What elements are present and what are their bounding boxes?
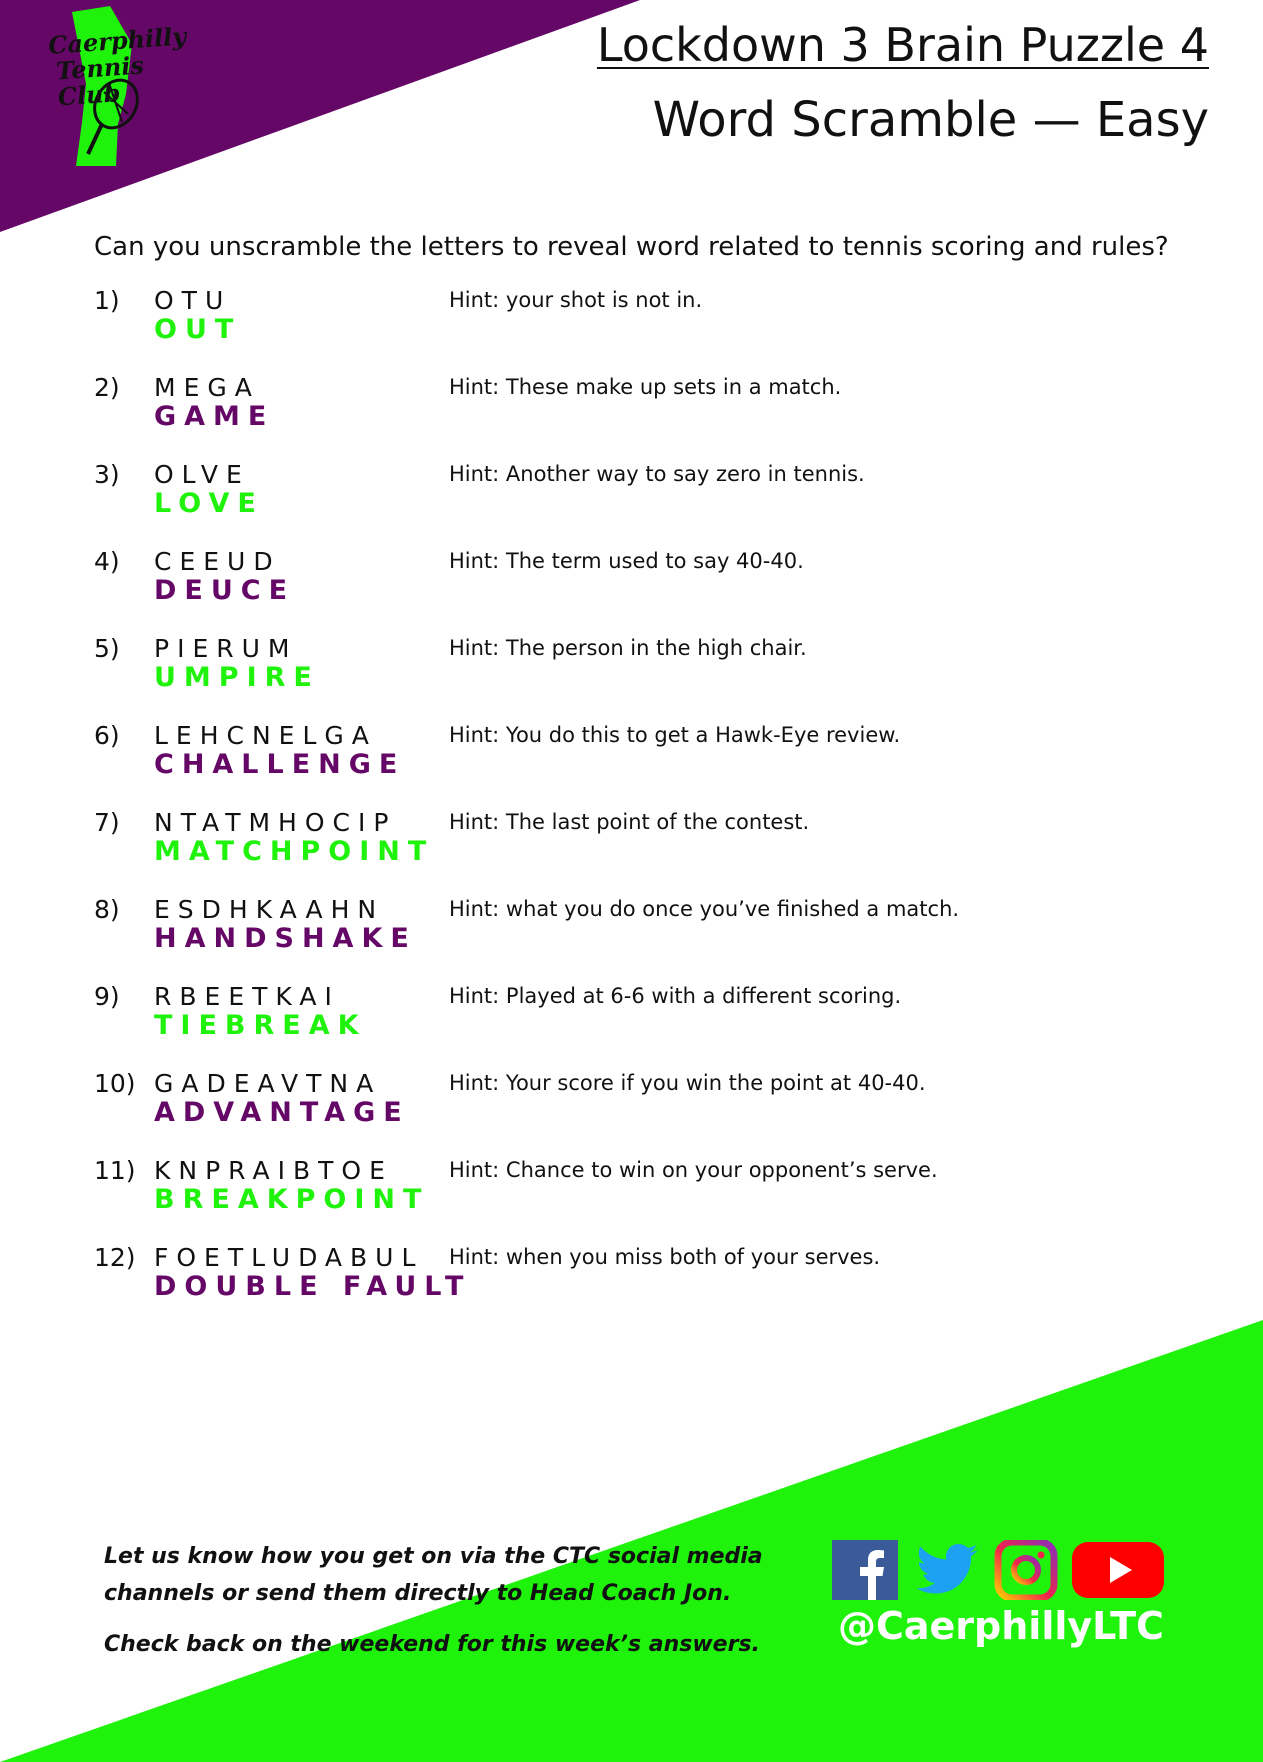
puzzle-item [94,286,1194,373]
answer-word: DEUCE [154,575,296,606]
scrambled-word: NTATMHOCIP [154,808,397,837]
scrambled-word: ESDHKAAHN [154,895,385,924]
answer-word: CHALLENGE [154,749,406,780]
answer-word: MATCHPOINT [154,836,435,867]
scrambled-word: PIERUM [154,634,298,663]
answer-word: OUT [154,314,242,345]
item-number: 3) [94,460,120,489]
answer-word: BREAKPOINT [154,1184,430,1215]
puzzle-item [94,721,1194,808]
item-number: 6) [94,721,120,750]
instagram-icon[interactable] [992,1540,1058,1600]
item-number: 8) [94,895,120,924]
puzzle-item [94,460,1194,547]
answer-word: HANDSHAKE [154,923,417,954]
logo-line-2: Tennis Club [55,50,145,112]
hint-text: Hint: The person in the high chair. [449,636,807,660]
hint-text: Hint: Your score if you win the point at 40-40. [449,1071,926,1095]
footer-line-3: Check back on the weekend for this week’s answers. [104,1632,760,1657]
puzzle-item [94,1243,1194,1330]
puzzle-item [94,1069,1194,1156]
item-number: 2) [94,373,120,402]
puzzle-item [94,808,1194,895]
hint-text: Hint: your shot is not in. [449,288,703,312]
hint-text: Hint: what you do once you’ve finished a match. [449,897,960,921]
item-number: 12) [94,1243,136,1272]
twitter-icon[interactable] [914,1540,980,1600]
answer-word: LOVE [154,488,264,519]
puzzle-item [94,634,1194,721]
social-handle: @CaerphillyLTC [838,1604,1164,1648]
scrambled-word: RBEETKAI [154,982,340,1011]
facebook-icon[interactable] [832,1540,898,1600]
puzzle-list [94,286,1194,1330]
social-icons [832,1540,1162,1604]
page-title: Lockdown 3 Brain Puzzle 4 [596,18,1209,72]
scrambled-word: OTU [154,286,232,315]
hint-text: Hint: Chance to win on your opponent’s serve. [449,1158,938,1182]
hint-text: Hint: Played at 6-6 with a different scoring. [449,984,902,1008]
answer-word: ADVANTAGE [154,1097,410,1128]
item-number: 1) [94,286,120,315]
hint-text: Hint: These make up sets in a match. [449,375,842,399]
hint-text: Hint: when you miss both of your serves. [449,1245,881,1269]
answer-word: DOUBLE FAULT [154,1271,472,1302]
page-subtitle: Word Scramble — Easy [652,92,1209,148]
scrambled-word: KNPRAIBTOE [154,1156,393,1185]
puzzle-item [94,982,1194,1069]
footer-line-2: channels or send them directly to Head Coach Jon. [104,1581,732,1606]
instructions: Can you unscramble the letters to reveal word related to tennis scoring and rules? [94,232,1169,262]
puzzle-item [94,1156,1194,1243]
footer-line-1: Let us know how you get on via the CTC social media [104,1544,763,1569]
scrambled-word: LEHCNELGA [154,721,377,750]
answer-word: GAME [154,401,275,432]
item-number: 10) [94,1069,136,1098]
scrambled-word: FOETLUDABUL [154,1243,424,1272]
puzzle-item [94,895,1194,982]
scrambled-word: MEGA [154,373,260,402]
youtube-icon[interactable] [1070,1540,1166,1600]
scrambled-word: GADEAVTNA [154,1069,382,1098]
answer-word: TIEBREAK [154,1010,367,1041]
item-number: 4) [94,547,120,576]
hint-text: Hint: Another way to say zero in tennis. [449,462,865,486]
item-number: 7) [94,808,120,837]
item-number: 11) [94,1156,136,1185]
scrambled-word: CEEUD [154,547,281,576]
item-number: 5) [94,634,120,663]
hint-text: Hint: The last point of the contest. [449,810,810,834]
puzzle-item [94,373,1194,460]
item-number: 9) [94,982,120,1011]
footer-message [104,1538,763,1663]
club-logo-text [47,23,192,111]
logo-line-1: Caerphilly [47,21,188,60]
hint-text: Hint: The term used to say 40-40. [449,549,804,573]
answer-word: UMPIRE [154,662,320,693]
hint-text: Hint: You do this to get a Hawk-Eye review. [449,723,901,747]
puzzle-item [94,547,1194,634]
scrambled-word: OLVE [154,460,250,489]
